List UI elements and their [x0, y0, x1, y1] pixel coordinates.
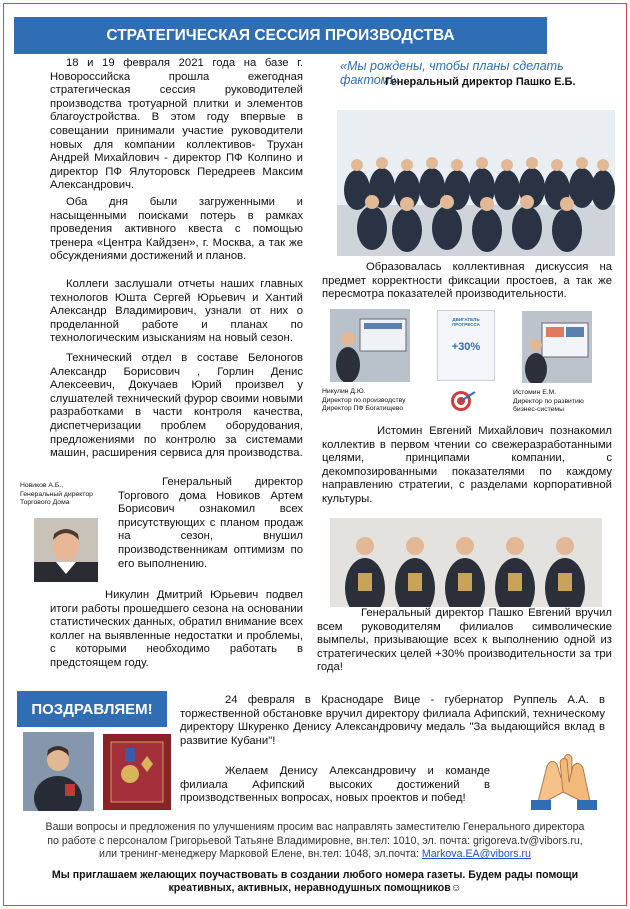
footer-invite-line-1: Мы приглашаем желающих поучаствовать в создании любого номера газеты. Будем рады помощи	[51, 868, 579, 881]
novikov-paragraph: Генеральный директор Торгового дома Новиков Артем Борисович ознакомил всех присутствующих с планом продаж на сезон, внушил производственникам оптимизм по его выполнению.	[118, 476, 303, 570]
wishes-paragraph: Желаем Денису Александровичу и команде филиала Афипский высоких достижений в производственных вопросах, новых проектов и побед!	[180, 765, 490, 805]
page-title: СТРАТЕГИЧЕСКАЯ СЕССИЯ ПРОИЗВОДСТВА	[106, 26, 455, 44]
congrats-title: ПОЗДРАВЛЯЕМ!	[31, 700, 153, 718]
poster-photo	[437, 310, 495, 381]
footer-email-link[interactable]: Markova.EA@vibors.ru	[421, 848, 531, 860]
awards-photo	[330, 518, 602, 607]
kaizen-paragraph: Оба дня были загруженными и насыщенными поисками потерь в рамках проведения активного квеста с помощью тренера «Центра Кайдзен», г. Москва, а так же обсуждениями достижений и планов.	[50, 196, 303, 263]
group-photo	[337, 110, 615, 256]
awards-paragraph: Генеральный директор Пашко Евгений вручил всем руководителям филиалов символические вымпелы, призывающие всех к выполнению одной из стратегических целей +30% производительности за три года!	[317, 607, 612, 674]
congrats-banner	[17, 691, 167, 727]
footer-invite-line-2: креативных, активных, неравнодушных помощников☺	[168, 882, 462, 894]
novikov-caption: Новиков А.Б., Генеральный директор Торгового Дома	[20, 482, 93, 507]
footer-line-2: по работе с персоналом Григорьевой Татьяне Владимировне, вн.тел: 1010, эл. почта: grigoreva.tv@vibors.ru,	[47, 834, 583, 847]
medal-paragraph: 24 февраля в Краснодаре Вице - губернатор Руппель А.А. в торжественной обстановке вручил директору филиала Афипский, техническому директору Шкуренко Денису Александровичу медаль "За выдающийся вклад в развитие Кубани"!	[180, 694, 605, 747]
target-icon	[450, 390, 476, 412]
istomin-photo	[522, 311, 592, 383]
quote-author: Генеральный директор Пашко Е.Б.	[385, 76, 576, 88]
discussion-paragraph: Образовалась коллективная дискуссия на предмет корректности фиксации простоев, а так же пересмотра показателей производительности.	[322, 261, 612, 301]
technologists-paragraph: Коллеги заслушали отчеты наших главных технологов Юшта Сергей Юрьевич и Хантий Александр Владимирович, узнали от них о проделанной работе и планах по технологическим изысканиям на новый сезон.	[50, 278, 303, 345]
nikulin-caption: Никулин Д.Ю. Директор по производству Директор ПФ Богатищево	[322, 388, 406, 413]
footer-line-1: Ваши вопросы и предложения по улучшениям просим вас направлять заместителю Генерального директора	[45, 821, 585, 833]
footer-line-3-text: или тренинг-менеджеру Марковой Елене, вн.тел: 1048, эл.почта:	[99, 848, 419, 860]
poster-value: +30%	[451, 341, 481, 353]
quote-text: «Мы рождены, чтобы планы сделать фактом!»	[340, 59, 564, 87]
nikulin-paragraph: Никулин Дмитрий Юрьевич подвел итоги работы прошедшего сезона на основании статистических данных, обратил внимание всех коллег на выявленные недостатки и проблемы, с которыми необходимо работать в предстоящем году.	[50, 589, 303, 669]
tech-department-paragraph: Технический отдел в составе Белоногов Александр Борисович , Горлин Денис Алексеевич, Докучаев Юрий произвел у слушателей технический фурор своими новыми разработками в части контроля качества, диспетчеризации проблем оборудования, предложениями по контролю за системами машин, расширения сервиса для производства.	[50, 352, 303, 460]
page-title-banner	[14, 17, 547, 54]
shkurenko-photo	[23, 732, 94, 811]
intro-paragraph: 18 и 19 февраля 2021 года на базе г. Новороссийска прошла ежегодная стратегическая сессия руководителей производства тротуарной плитки и элементов благоустройства. В этом году впервые в совещании принимали участие руководители новых для компании коллективов- Трухан Андрей Михайлович - директор ПФ Колпино и директор ПФ Ялуторовск Передреев Максим Александрович.	[50, 57, 303, 192]
footer-line-3	[6, 848, 624, 862]
novikov-photo	[34, 518, 98, 582]
nikulin-photo	[330, 309, 410, 382]
istomin-paragraph: Истомин Евгений Михайлович познакомил коллектив в первом чтении со свежеразработанными целями, принципами компании, с декомпозированными показателями по каждому направлению стратегии, с разделами корпоративной культуры.	[322, 425, 612, 505]
footer	[6, 821, 624, 896]
istomin-caption: Истомин Е.М. Директор по развитию бизнес-системы	[513, 389, 584, 414]
clapping-hands-icon	[525, 748, 603, 810]
poster-title: ДВИГАТЕЛЬ ПРОГРЕССА	[452, 317, 480, 327]
medal-photo	[103, 734, 171, 810]
